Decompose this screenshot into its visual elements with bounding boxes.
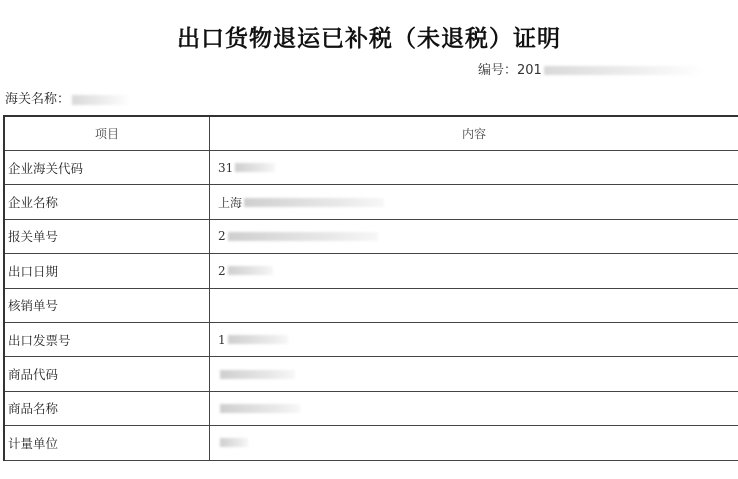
table-row [5, 185, 738, 219]
serial-number [478, 59, 704, 78]
table-row [5, 151, 738, 185]
row-value [210, 426, 738, 459]
table-row [5, 289, 738, 323]
row-label: 企业名称 [5, 185, 210, 218]
row-label: 核销单号 [5, 289, 210, 322]
serial-redaction [544, 66, 704, 75]
value-redaction [235, 163, 275, 172]
table-row [5, 254, 738, 288]
table-row [5, 357, 738, 391]
row-label: 计量单位 [5, 426, 210, 459]
value-redaction [220, 404, 300, 413]
row-value: 2 [210, 220, 738, 253]
table-row [5, 220, 738, 254]
certificate-table [3, 115, 738, 461]
customs-redaction [72, 95, 130, 105]
serial-value: 201 [517, 63, 542, 78]
row-label: 商品名称 [5, 392, 210, 425]
header-content: 内容 [461, 127, 486, 141]
row-label: 出口发票号 [5, 323, 210, 356]
table-row [5, 323, 738, 357]
customs-label: 海关名称： [5, 92, 71, 107]
table-row [5, 392, 738, 426]
row-label: 出口日期 [5, 254, 210, 287]
customs-name [5, 88, 130, 107]
row-value [210, 392, 738, 425]
row-label: 企业海关代码 [5, 151, 210, 184]
table-row [5, 426, 738, 460]
row-label: 商品代码 [5, 357, 210, 390]
value-redaction [220, 438, 248, 447]
table-header-row [5, 117, 738, 151]
row-value [210, 357, 738, 390]
row-value: 上海 [210, 185, 738, 218]
row-value: 1 [210, 323, 738, 356]
value-redaction [220, 370, 295, 379]
value-redaction [228, 266, 273, 275]
document-title: 出口货物退运已补税（未退税）证明 [177, 26, 561, 52]
row-value: 2 [210, 254, 738, 287]
serial-label: 编号： [478, 63, 518, 78]
row-value [210, 289, 738, 322]
value-redaction [228, 232, 378, 241]
row-label: 报关单号 [5, 220, 210, 253]
value-redaction [244, 198, 384, 207]
value-redaction [228, 335, 288, 344]
row-value: 31 [210, 151, 738, 184]
header-item: 项目 [5, 117, 210, 150]
